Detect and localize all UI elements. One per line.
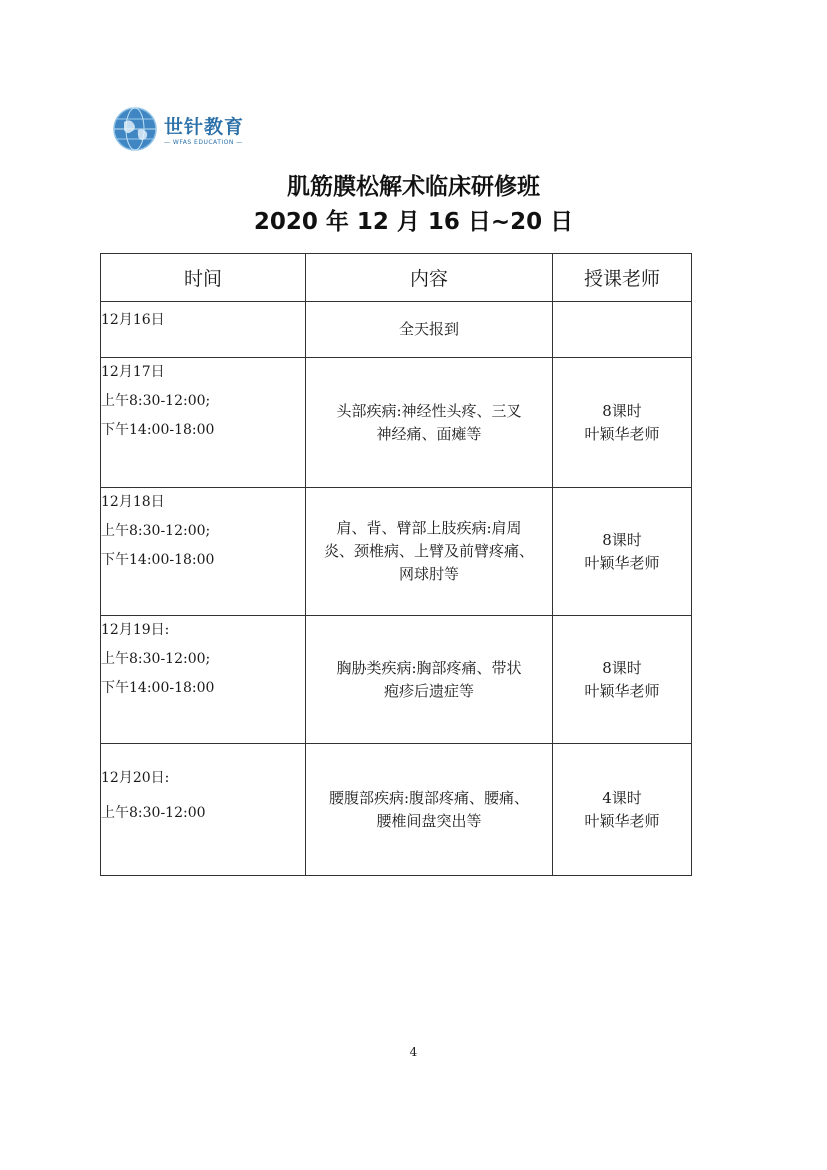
teacher-cell (553, 488, 692, 616)
content-cell (306, 358, 553, 488)
content-line: 神经痛、面瘫等 (376, 424, 482, 443)
document-date-range: 2020 年 12 月 16 日~20 日 (253, 209, 574, 235)
header-time: 时间 (101, 254, 306, 302)
teacher-hours: 8课时 (602, 530, 642, 549)
content-line: 炎、颈椎病、上臂及前臂疼痛、 (323, 542, 534, 560)
time-line: 下午14:00-18:00 (101, 552, 215, 568)
time-cell (101, 616, 306, 744)
logo (112, 106, 252, 156)
content-line: 网球肘等 (398, 565, 459, 583)
table-row (101, 302, 692, 358)
teacher-hours: 8课时 (602, 658, 642, 677)
time-line: 上午8:30-12:00 (101, 805, 206, 821)
content-cell (306, 744, 553, 876)
time-line: 下午14:00-18:00 (101, 680, 215, 696)
page-number: 4 (409, 1045, 418, 1059)
content-cell (306, 616, 553, 744)
time-line: 12月19日: (101, 622, 170, 638)
teacher-cell (553, 302, 692, 358)
time-cell (101, 302, 306, 358)
table-row (101, 616, 692, 744)
header-content: 内容 (306, 254, 553, 302)
content-cell (306, 302, 553, 358)
content-line: 肩、背、臂部上肢疾病:肩周 (336, 519, 522, 537)
teacher-cell (553, 358, 692, 488)
time-cell (101, 488, 306, 616)
time-line: 下午14:00-18:00 (101, 422, 215, 438)
time-line: 12月17日 (101, 364, 165, 380)
content-cell (306, 488, 553, 616)
time-cell (101, 744, 306, 876)
content-line: 头部疾病:神经性头疼、三叉 (336, 401, 522, 420)
teacher-hours: 8课时 (602, 401, 642, 420)
time-line: 上午8:30-12:00; (101, 393, 211, 409)
content-line: 腰腹部疾病:腹部疼痛、腰痛、 (328, 788, 530, 807)
teacher-name: 叶颖华老师 (584, 424, 660, 443)
teacher-cell (553, 616, 692, 744)
content-line: 疱疹后遗症等 (383, 681, 474, 700)
teacher-name: 叶颖华老师 (584, 553, 660, 572)
time-line: 上午8:30-12:00; (101, 651, 211, 667)
time-line: 12月16日 (101, 312, 165, 328)
table-row (101, 358, 692, 488)
teacher-cell (553, 744, 692, 876)
globe-logo-icon (112, 106, 158, 152)
content-line: 胸胁类疾病:胸部疼痛、带状 (336, 658, 522, 677)
document-title: 肌筋膜松解术临床研修班 (287, 174, 540, 200)
schedule-table (100, 253, 692, 876)
table-row (101, 744, 692, 876)
header-teacher: 授课老师 (553, 254, 692, 302)
time-cell (101, 358, 306, 488)
content-line: 腰椎间盘突出等 (376, 811, 482, 830)
table-row (101, 488, 692, 616)
logo-subtitle: — WFAS EDUCATION — (164, 139, 243, 146)
table-header-row (101, 254, 692, 302)
teacher-hours: 4课时 (602, 788, 642, 807)
teacher-name: 叶颖华老师 (584, 811, 660, 830)
content-line: 全天报到 (398, 320, 459, 338)
teacher-name: 叶颖华老师 (584, 681, 660, 700)
time-line: 12月20日: (101, 770, 170, 786)
logo-name: 世针教育 (164, 116, 245, 138)
time-line: 上午8:30-12:00; (101, 523, 211, 539)
time-line: 12月18日 (101, 494, 165, 510)
